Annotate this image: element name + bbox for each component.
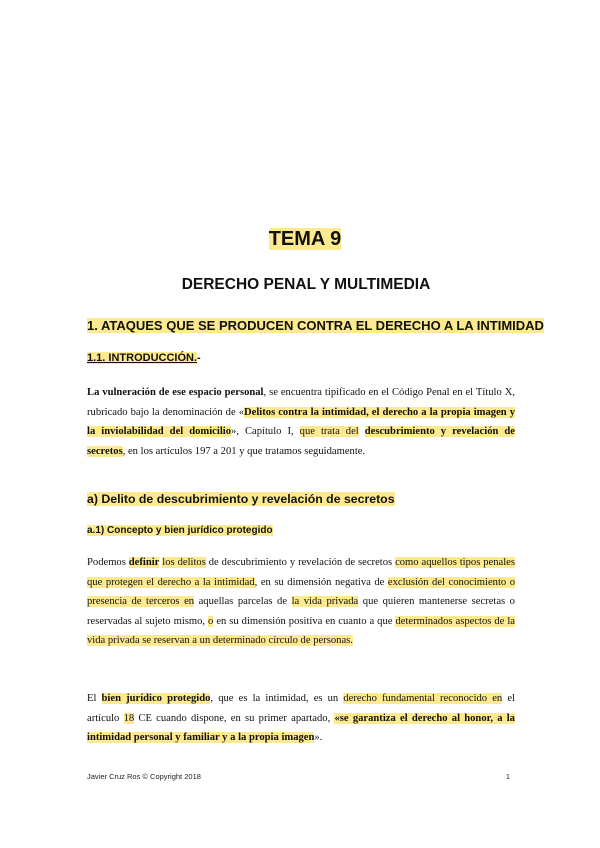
- paragraph-definition: Podemos definir los delitos de descubrimiento y revelación de secretos como aquellos tipos penales que protegen el derecho a la intimidad, en su dimensión negativa de exclusión del conocimiento o presencia de terceros en aquellas parcelas de la vida privada que quieren mantenerse secretas o reservadas al sujeto mismo, o en su dimensión positiva en cuanto a que determinados aspectos de la vida privada se reservan a un determinado círculo de personas.: [87, 557, 516, 646]
- footer-copyright: Javier Cruz Ros © Copyright 2018: [87, 772, 201, 781]
- paragraph-intro: La vulneración de ese espacio personal, se encuentra tipificado en el Código Penal en el Título X, rubricado bajo la denominación de «Delitos contra la intimidad, el derecho a la propia imagen y la inviolabilidad del domicilio», Capítulo I, que trata del descubrimiento y revelación de secretos, en los artículos 197 a 201 y que tratamos seguidamente.: [87, 387, 516, 457]
- paragraph-legal-good: El bien jurídico protegido, que es la intimidad, es un derecho fundamental reconocido en el artículo 18 CE cuando dispone, en su primer apartado, «se garantiza el derecho al honor, a la intimidad personal y familiar y a la propia imagen».: [87, 693, 515, 743]
- section-heading-1: 1. ATAQUES QUE SE PRODUCEN CONTRA EL DERECHO A LA INTIMIDAD: [87, 318, 544, 333]
- section-heading-a1: a.1) Concepto y bien jurídico protegido: [87, 525, 273, 536]
- page-footer: [87, 772, 515, 781]
- section-heading-a: a) Delito de descubrimiento y revelación de secretos: [87, 492, 395, 506]
- section-heading-1-1: 1.1. INTRODUCCIÓN.-: [87, 352, 201, 364]
- page-subtitle: DERECHO PENAL Y MULTIMEDIA: [181, 276, 431, 293]
- page-number: 1: [505, 772, 510, 781]
- page-title: TEMA 9: [268, 228, 342, 250]
